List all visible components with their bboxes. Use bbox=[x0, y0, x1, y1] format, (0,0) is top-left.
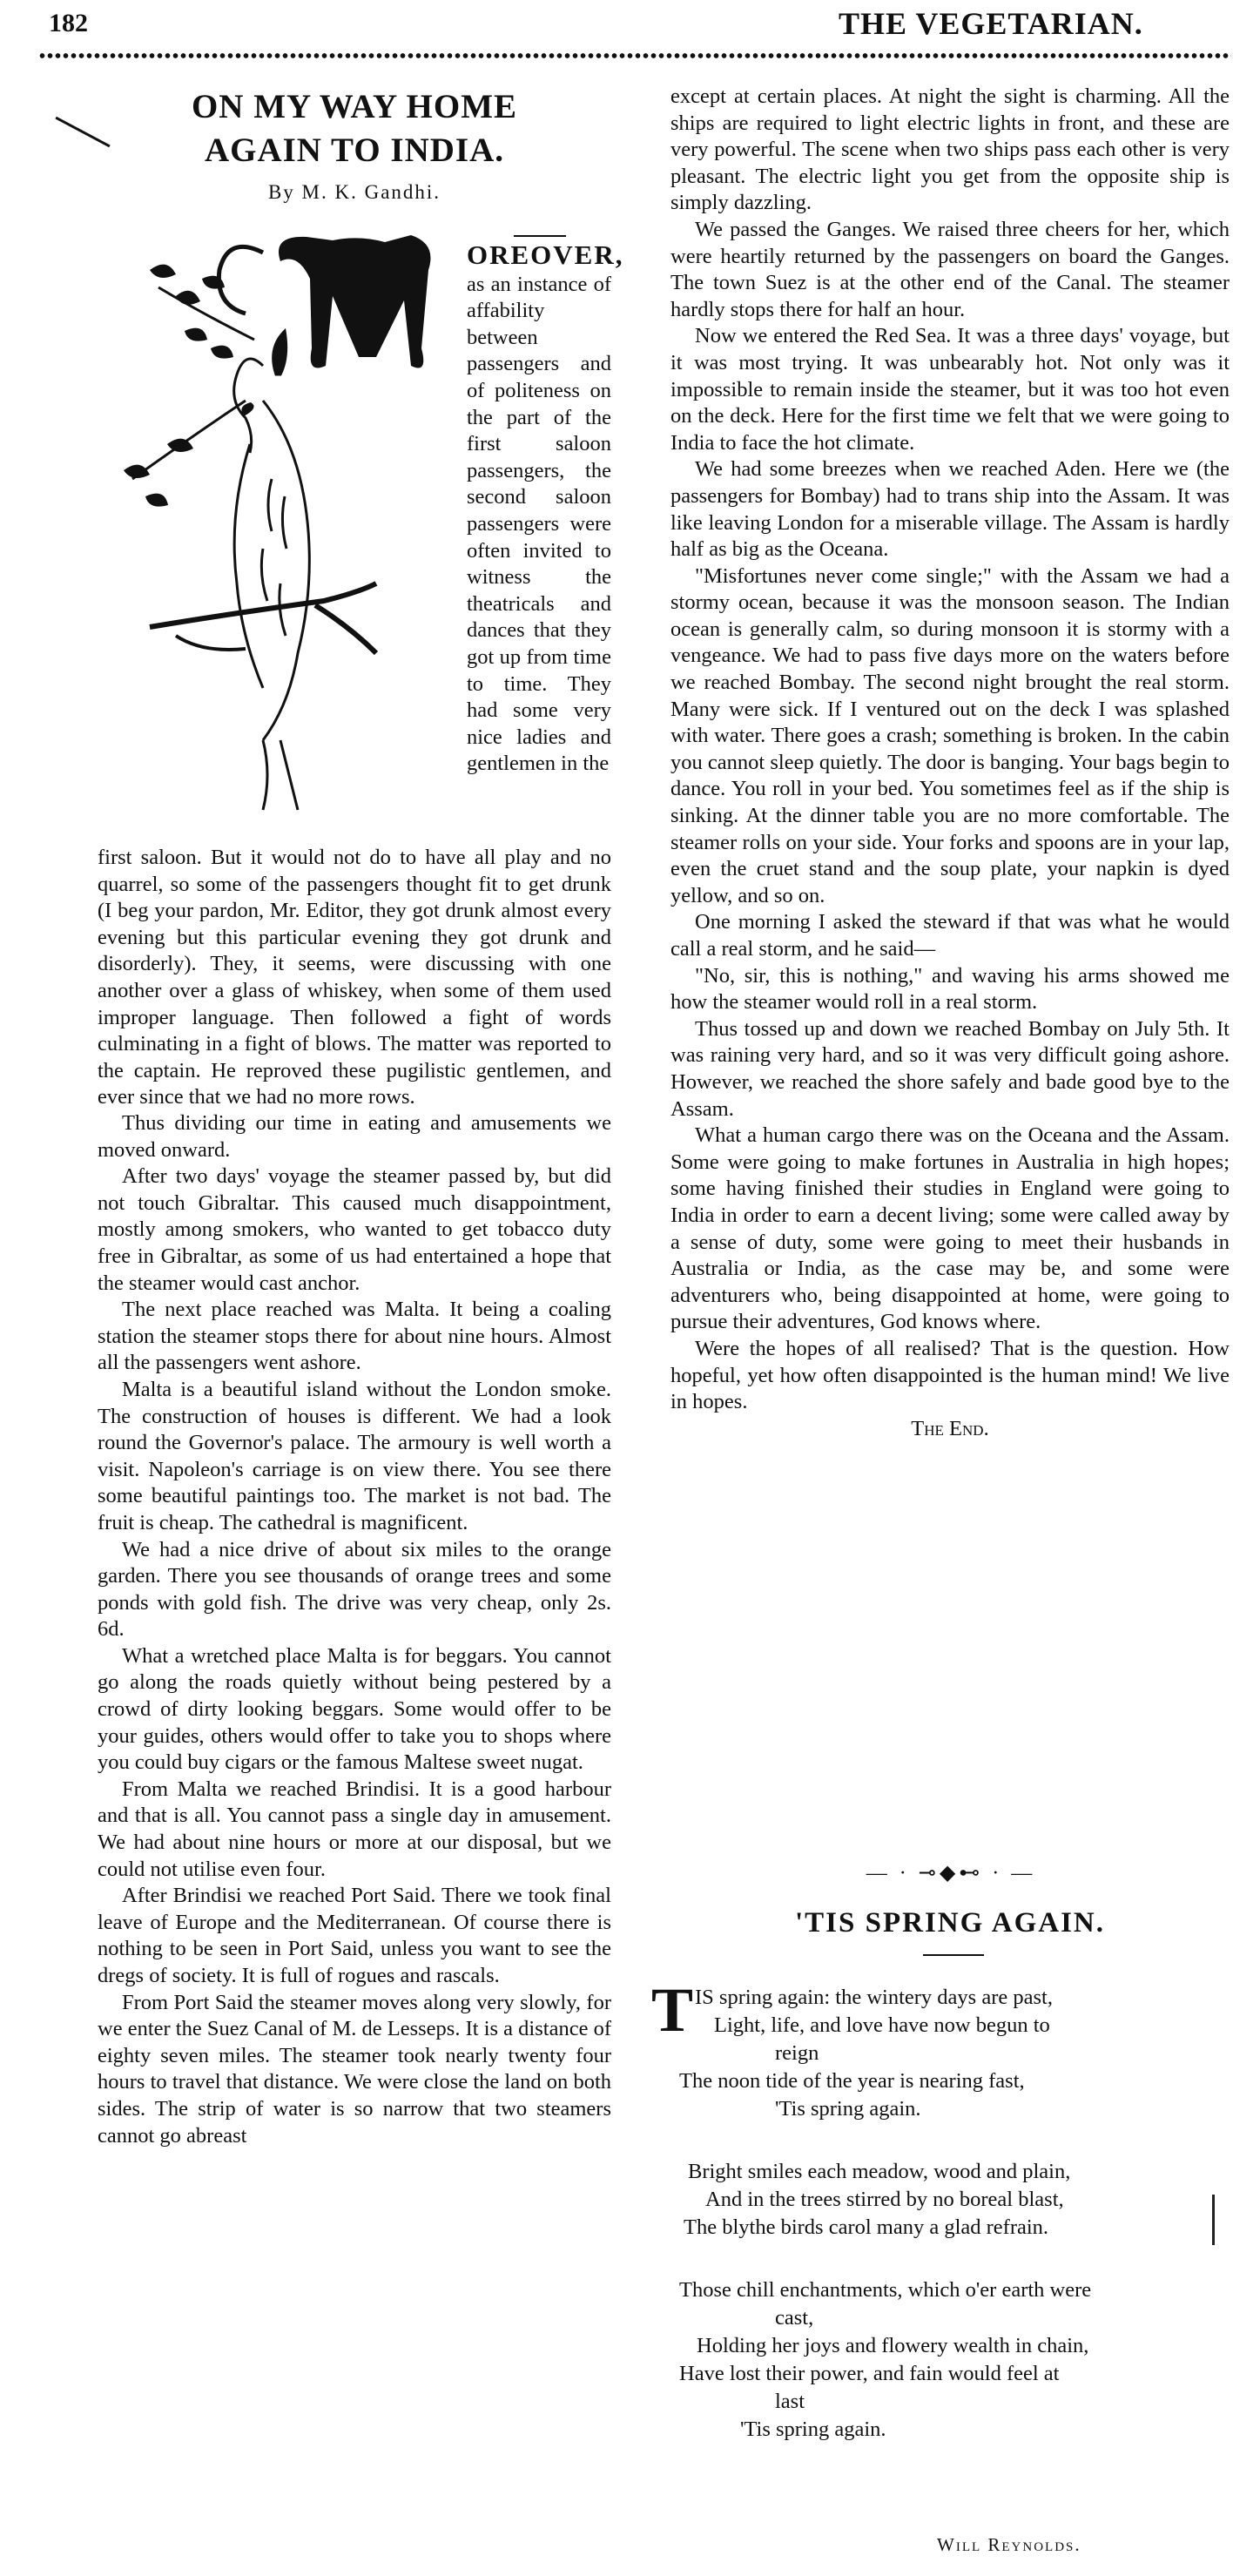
perch-branch bbox=[150, 583, 376, 653]
article-byline: By M. K. Gandhi. bbox=[267, 181, 441, 203]
paragraph: After Brindisi we reached Port Said. There we took final leave of Europe and the Mediterranean. Of course there is nothing to be seen in Port Said, unless you want to see the dregs of society. It is full of rogues and rascals. bbox=[98, 1884, 611, 1987]
poem-line: last bbox=[775, 2390, 805, 2413]
poem-body bbox=[644, 1984, 1202, 2444]
poem-author: Will Reynolds. bbox=[937, 2534, 1081, 2555]
poem-drop-cap: T bbox=[651, 1975, 694, 2045]
cockatoo-bird bbox=[234, 331, 310, 740]
article-end-row bbox=[670, 1416, 1230, 1443]
paragraph: We had some breezes when we reached Aden. Here we (the passengers for Bombay) had to trans ship into the Assam. It was like leaving London for a miserable village. The Assam is hardly half as big as the Oceana. bbox=[670, 457, 1230, 562]
article-title-line2: AGAIN TO INDIA. bbox=[204, 131, 505, 169]
section-ornament: — · ⊸◆⊷ · — bbox=[866, 1862, 1036, 1885]
paragraph: Thus dividing our time in eating and amusements we moved onward. bbox=[98, 1111, 611, 1162]
paragraph: We passed the Ganges. We raised three cheers for her, which were heartily returned by the passengers on board the Ganges. The town Suez is at the other end of the Canal. The steamer hardly stops there for half an hour. bbox=[670, 217, 1230, 321]
paragraph: We had a nice drive of about six miles to the orange garden. There you see thousands of orange trees and some ponds with gold fish. The drive was very cheap, only 2s. 6d. bbox=[98, 1537, 611, 1642]
left-column-spacer bbox=[98, 897, 611, 1110]
right-column bbox=[670, 84, 1230, 1956]
poem-line: The blythe birds carol many a glad refrain. bbox=[684, 2215, 1049, 2239]
initial-m-glyph bbox=[279, 235, 431, 368]
stanza-gap bbox=[644, 2242, 1202, 2276]
poem-line: reign bbox=[775, 2041, 819, 2065]
poem-line: Have lost their power, and fain would feel at bbox=[679, 2362, 1060, 2385]
cockatoo-drop-cap-illustration bbox=[98, 218, 481, 819]
dotted-rule bbox=[38, 51, 1231, 61]
paragraph: Thus tossed up and down we reached Bombay on July 5th. It was raining very hard, and so it was very difficult going ashore. However, we reached the shore safely and bade good bye to the Assam. bbox=[670, 1016, 1230, 1121]
paragraph: What a wretched place Malta is for beggars. You cannot go along the roads quietly without being pestered by a crowd of dirty looking beggars. Some would offer to be your guides, others would offer to take you to shops where you could buy cigars or the famous Maltese sweet nugat. bbox=[98, 1643, 611, 1775]
paragraph: From Malta we reached Brindisi. It is a good harbour and that is all. You cannot pass a single day in amusement. We had about nine hours or more at our disposal, but we could not utilise even four. bbox=[98, 1777, 611, 1881]
article-title-line1: ON MY WAY HOME bbox=[191, 88, 518, 125]
paragraph: One morning I asked the steward if that was what he would call a real storm, and he said— bbox=[670, 910, 1230, 961]
paragraph: After two days' voyage the steamer passed by, but did not touch Gibraltar. This caused much disappointment, mostly among smokers, who wanted to get tobacco duty free in Gibraltar, as some of us had entertained a hope that the steamer would cast anchor. bbox=[98, 1164, 611, 1295]
title-rule bbox=[514, 235, 566, 237]
poem-line: The noon tide of the year is nearing fast, bbox=[679, 2069, 1025, 2093]
article-end-mark: The End. bbox=[911, 1416, 989, 1440]
paragraph: What a human cargo there was on the Oceana and the Assam. Some were going to make fortunes in Australia in high hopes; some having finished their studies in England were going to India in order to earn a decent living; some were called away by a sense of duty, some were going to meet their husbands in Australia or India, as the case may be, and some were adventurers who, being disappointed at home, were going to pursue their adventures, God knows where. bbox=[670, 1123, 1230, 1334]
paragraph: From Port Said the steamer moves along very slowly, for we enter the Suez Canal of M. de Lesseps. It is a distance of eighty seven miles. The steamer took nearly twenty four hours to travel that distance. We were close the land on both sides. The strip of water is so narrow that two steamers cannot go abreast bbox=[98, 1990, 611, 2148]
paragraph: Malta is a beautiful island without the London smoke. The construction of houses is different. We had a look round the Governor's palace. The armoury is well worth a visit. Napoleon's carriage is on view there. You see there some beautiful paintings too. The market is not bad. The fruit is cheap. The cathedral is magnificent. bbox=[98, 1377, 611, 1534]
page-number: 182 bbox=[49, 9, 88, 37]
page-header bbox=[0, 0, 1233, 44]
poem-line: Holding her joys and flowery wealth in chain, bbox=[697, 2334, 1089, 2357]
paragraph: "No, sir, this is nothing," and waving his arms showed me how the steamer would roll in a real storm. bbox=[670, 963, 1230, 1015]
poem-line: Those chill enchantments, which o'er earth were bbox=[679, 2278, 1092, 2302]
article-inset-body: as an instance of affability between passengers and of politeness on the part of the first saloon passengers, the second saloon passengers were often invited to witness the theatricals and dances that they got up from time to time. They had some very nice ladies and gentlemen in the bbox=[467, 272, 611, 776]
paragraph: Now we entered the Red Sea. It was a three days' voyage, but it was most trying. It was unbearably hot. Not only was it impossible to remain inside the steamer, but it was too hot even on the deck. Here for the first time we felt that we were going to India to face the hot climate. bbox=[670, 324, 1230, 455]
poem-line: 'Tis spring again. bbox=[740, 2418, 886, 2441]
left-column bbox=[98, 897, 611, 2552]
poem-line: IS spring again: the wintery days are past, bbox=[695, 1986, 1053, 2009]
poem-line: Light, life, and love have now begun to bbox=[714, 2013, 1050, 2037]
paragraph: "Misfortunes never come single;" with the Assam we had a stormy ocean, because it was the monsoon season. The Indian ocean is generally calm, so during monsoon it is stormy with a vengeance. We had to pass five days more on the waters before we reached Bombay. The second night brought the real storm. Many were sick. If I ventured out on the deck I was splashed with water. There goes a crash; something is broken. In the cabin you cannot sleep quietly. The door is banging. Your bags begin to dance. You roll in your bed. You sometimes feel as if the ship is sinking. At the dinner table you are no more comfortable. The steamer rolls on your side. Your forks and spoons are in your lap, even the cruet stand and the soup plate, your napkin is dyed yellow, and so on. bbox=[670, 563, 1230, 907]
poem-title-rule bbox=[923, 1954, 984, 1956]
article-wrap-paragraph: first saloon. But it would not do to have all play and no quarrel, so some of the passengers thought fit to get drunk (I beg your pardon, Mr. Editor, they got drunk almost every evening but this particular evening they got drunk and disorderly). They, it seems, were discussing with one another over a glass of whiskey, when some of them used improper language. Then followed a fight of words culminating in a fight of blows. The matter was reported to the captain. He reproved these pugilistic gentlemen, and ever since that we had no more rows. bbox=[98, 846, 611, 1109]
journal-title: THE VEGETARIAN. bbox=[839, 6, 1143, 41]
article-lead-word: OREOVER, bbox=[467, 239, 624, 270]
paragraph: Were the hopes of all realised? That is the question. How hopeful, yet how often disappointed is the human mind! We live in hopes. bbox=[670, 1336, 1230, 1414]
article-inset-text bbox=[467, 239, 624, 778]
poem-line: Bright smiles each meadow, wood and plain, bbox=[688, 2160, 1071, 2183]
stanza-gap bbox=[644, 2123, 1202, 2158]
vine-leaves bbox=[124, 265, 233, 507]
paragraph: The next place reached was Malta. It being a coaling station the steamer stops there for about nine hours. Almost all the passengers went ashore. bbox=[98, 1298, 611, 1375]
poem-line: 'Tis spring again. bbox=[775, 2097, 921, 2121]
poem-line: cast, bbox=[775, 2306, 814, 2330]
article-title bbox=[98, 85, 611, 172]
paragraph: except at certain places. At night the sight is charming. All the ships are required to light electric lights in front, and these are very powerful. The scene when two ships pass each other is very pleasant. The electric light you get from the opposite ship is simply dazzling. bbox=[670, 84, 1230, 215]
poem-line: And in the trees stirred by no boreal blast, bbox=[705, 2188, 1064, 2211]
poem-title: 'TIS SPRING AGAIN. bbox=[795, 1907, 1105, 1939]
margin-stray-mark bbox=[1212, 2195, 1215, 2245]
